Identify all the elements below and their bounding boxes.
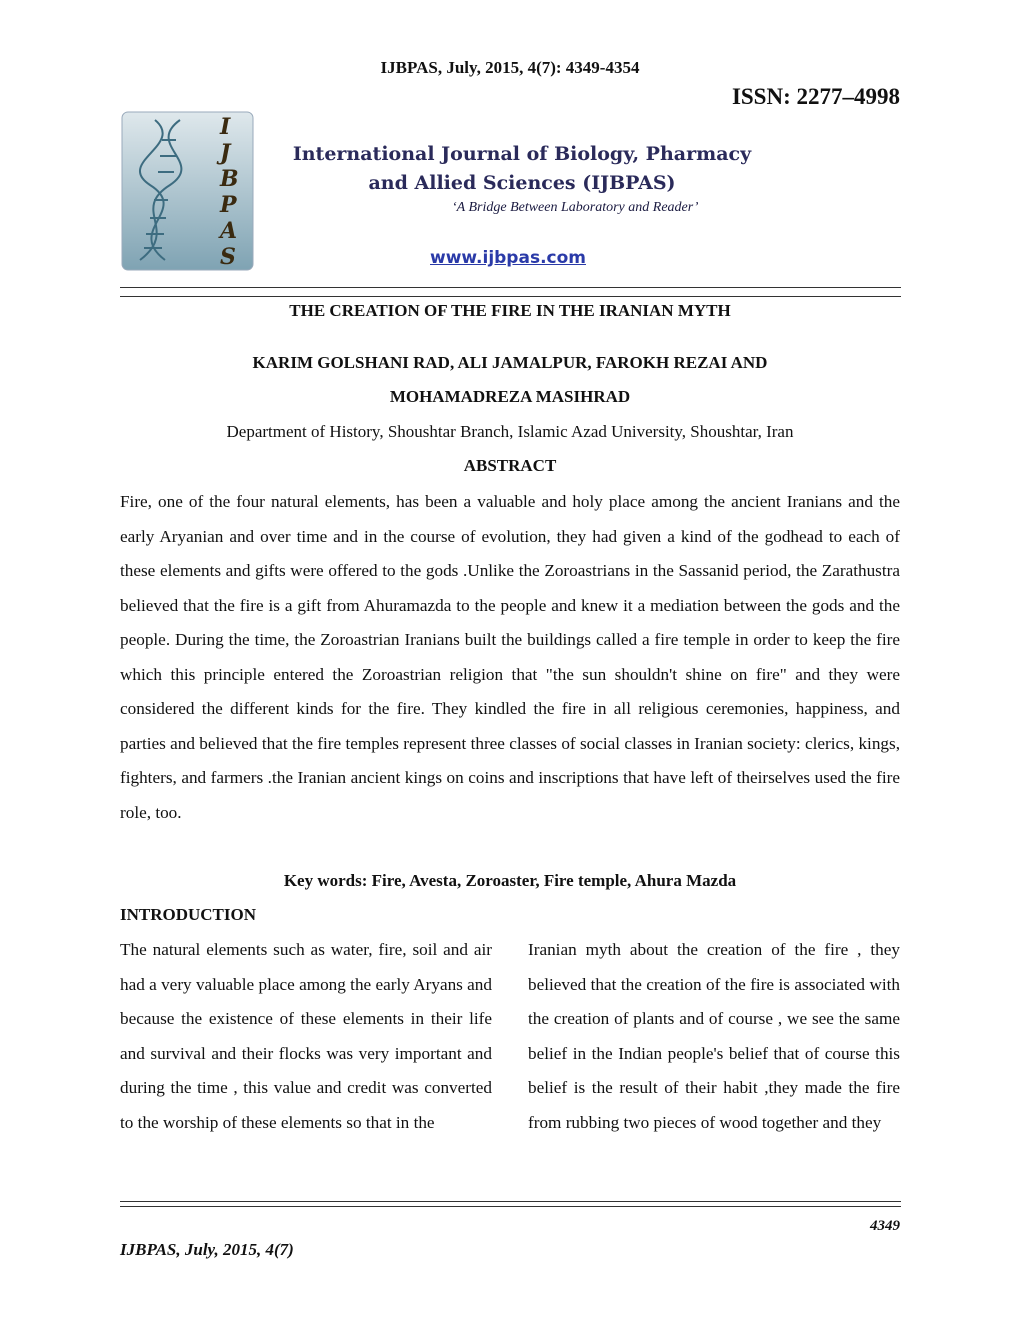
page-number: 4349: [870, 1218, 900, 1234]
authors-line-1: KARIM GOLSHANI RAD, ALI JAMALPUR, FAROKH REZAI AND: [252, 353, 768, 372]
journal-tagline: ‘A Bridge Between Laboratory and Reader’: [452, 200, 699, 215]
abstract-heading: ABSTRACT: [463, 456, 557, 475]
journal-name-line-1: International Journal of Biology, Pharmacy: [292, 143, 752, 165]
authors-line-2: MOHAMADREZA MASIHRAD: [389, 387, 631, 406]
introduction-heading: INTRODUCTION: [120, 905, 257, 924]
journal-website-link[interactable]: www.ijbpas.com: [430, 248, 586, 268]
journal-logo: [120, 110, 255, 272]
logo-letter: A: [220, 218, 238, 244]
affiliation: Department of History, Shoushtar Branch, Islamic Azad University, Shoushtar, Iran: [226, 422, 794, 441]
journal-name-line-2: and Allied Sciences (IJBPAS): [368, 172, 676, 194]
header-divider-top: [120, 287, 901, 288]
introduction-right-column: Iranian myth about the creation of the fire , they believed that the creation of the fire is associated with the creation of plants and of course , we see the same belief in the Indian people's belief that of course this belief is the result of their habit ,they made the fire from rubbing two pieces of wood together and they: [528, 940, 900, 1132]
journal-citation-header: IJBPAS, July, 2015, 4(7): 4349-4354: [380, 58, 640, 77]
header-divider-bottom: [120, 296, 901, 297]
footer-citation: IJBPAS, July, 2015, 4(7): [120, 1240, 294, 1259]
logo-letter: P: [220, 192, 237, 218]
logo-letter: S: [220, 244, 236, 270]
logo-letter: I: [220, 114, 231, 140]
introduction-left-column: The natural elements such as water, fire, soil and air had a very valuable place among the early Aryans and because the existence of these elements in their life and survival and their flocks was very important and during the time , this value and credit was converted to the worship of these elements so that in the: [120, 940, 492, 1132]
keywords: Key words: Fire, Avesta, Zoroaster, Fire temple, Ahura Mazda: [283, 871, 737, 890]
abstract-body: Fire, one of the four natural elements, has been a valuable and holy place among the ancient Iranians and the early Aryanian and over time and in the course of evolution, they had given a kind of the godhead to each of these elements and gifts were offered to the gods .Unlike the Zoroastrians in the Sassanid period, the Zarathustra believed that the fire is a gift from Ahuramazda to the people and knew it a mediation between the gods and the people. During the time, the Zoroastrian Iranians built the buildings called a fire temple in order to keep the fire which this principle entered the Zoroastrian religion that "the sun shouldn't shine on fire" and they were considered the different kinds for the fire. They kindled the fire in all religious ceremonies, happiness, and parties and believed that the fire temples represent three classes of social classes in Iranian society: clerics, kings, fighters, and farmers .the Iranian ancient kings on coins and inscriptions that have left of theirselves used the fire role, too.: [120, 492, 900, 822]
footer-divider-top: [120, 1201, 901, 1202]
logo-letter: J: [220, 140, 231, 166]
paper-title: THE CREATION OF THE FIRE IN THE IRANIAN MYTH: [289, 301, 731, 320]
issn-label: ISSN: 2277–4998: [731, 84, 900, 109]
footer-divider-bottom: [120, 1206, 901, 1207]
logo-letter: B: [220, 166, 239, 192]
